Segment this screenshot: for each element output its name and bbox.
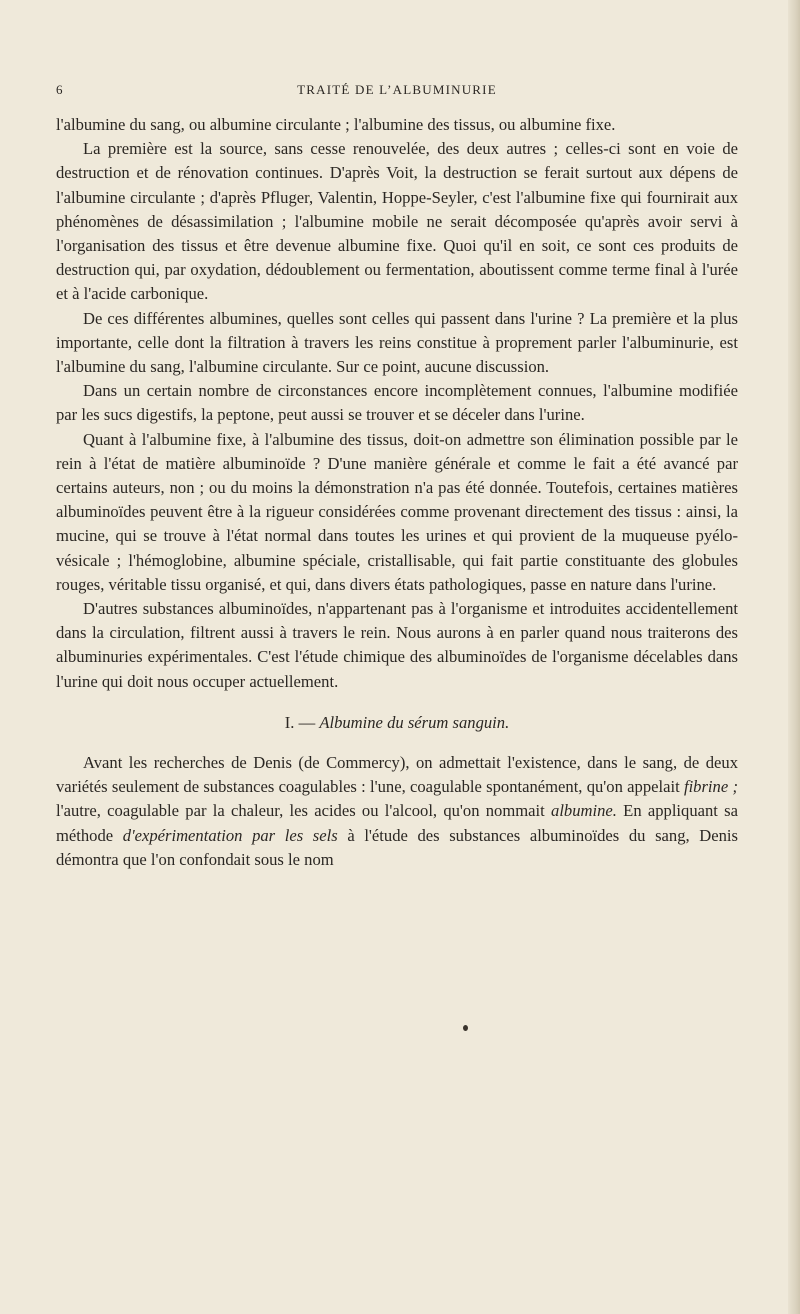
section-number: I. — bbox=[284, 712, 316, 732]
paragraph: Dans un certain nombre de circonstances encore incomplètement connues, l'albumine modifiée par les sucs digestifs, la peptone, peut aussi se trouver et se déceler dans l'urine. bbox=[56, 381, 738, 425]
section-title: Albumine du sérum sanguin. bbox=[319, 712, 510, 732]
text-run: Avant les recherches de Denis (de Commercy), on admettait l'existence, dans le sang, de deux variétés seulement de substances coagulables : l'une, coagulable spontanément, qu'on appelait bbox=[56, 753, 738, 797]
ink-speck bbox=[463, 1025, 468, 1031]
paragraph: Quant à l'albumine fixe, à l'albumine des tissus, doit-on admettre son élimination possible par le rein à l'état de matière albuminoïde ? D'une manière générale et comme le fait a été avancé par certains auteurs, non ; ou du moins la démonstration n'a pas été donnée. Toutefois, certaines matières albuminoïdes peuvent être à la rigueur considérées comme provenant directement des tissus : ainsi, la mucine, qui se trouve à l'état normal dans toutes les urines et qui provient de la muqueuse pyélo-vésicale ; l'hémoglobine, albumine spéciale, cristallisable, qui fait partie constituante des globules rouges, véritable tissu organisé, et qui, dans divers états pathologiques, passe en nature dans l'urine. bbox=[56, 429, 738, 594]
page-body bbox=[56, 113, 738, 872]
italic-term: d'expérimentation par les sels bbox=[122, 825, 338, 845]
paragraph bbox=[56, 751, 738, 872]
page-number: 6 bbox=[56, 82, 64, 97]
text-run: l'autre, coagulable par la chaleur, les acides ou l'alcool, qu'on nommait bbox=[56, 801, 552, 821]
section-heading bbox=[56, 711, 738, 735]
paragraph: De ces différentes albumines, quelles sont celles qui passent dans l'urine ? La première et la plus importante, celle dont la filtration à travers les reins constitue à proprement parler l'albuminurie, est l'albumine du sang, l'albumine circulante. Sur ce point, aucune discussion. bbox=[56, 308, 738, 377]
running-title: TRAITÉ DE L’ALBUMINURIE bbox=[297, 82, 497, 97]
italic-term: fibrine ; bbox=[683, 777, 738, 797]
page-edge bbox=[788, 0, 800, 1314]
paragraph: La première est la source, sans cesse renouvelée, des deux autres ; celles-ci sont en voie de destruction et de rénovation continues. D'après Voit, la destruction se ferait surtout aux dépens de l'albumine circulante ; d'après Pfluger, Valentin, Hoppe-Seyler, c'est l'albumine fixe qui fournirait aux phénomènes de désassimilation ; l'albumine mobile ne serait décomposée qu'après avoir servi à l'organisation des tissus et être devenue albumine fixe. Quoi qu'il en soit, ce sont ces produits de destruction qui, par oxydation, dédoublement ou fermentation, aboutissent comme terme final à l'urée et à l'acide carbonique. bbox=[56, 139, 738, 304]
text-run: En appliquant sa méthode bbox=[56, 801, 738, 845]
paragraph: l'albumine du sang, ou albumine circulante ; l'albumine des tissus, ou albumine fixe. bbox=[56, 115, 616, 134]
paragraph: D'autres substances albuminoïdes, n'appartenant pas à l'organisme et introduites accidentellement dans la circulation, filtrent aussi à travers le rein. Nous aurons à en parler quand nous traiterons des albuminuries expérimentales. C'est l'étude chimique des albuminoïdes de l'organisme décelables dans l'urine qui doit nous occuper actuellement. bbox=[56, 599, 738, 691]
italic-term: albumine. bbox=[551, 801, 617, 821]
running-head bbox=[56, 82, 738, 106]
text-run: à l'étude des substances albuminoïdes du sang, Denis démontra que l'on confondait sous le nom bbox=[56, 825, 738, 869]
